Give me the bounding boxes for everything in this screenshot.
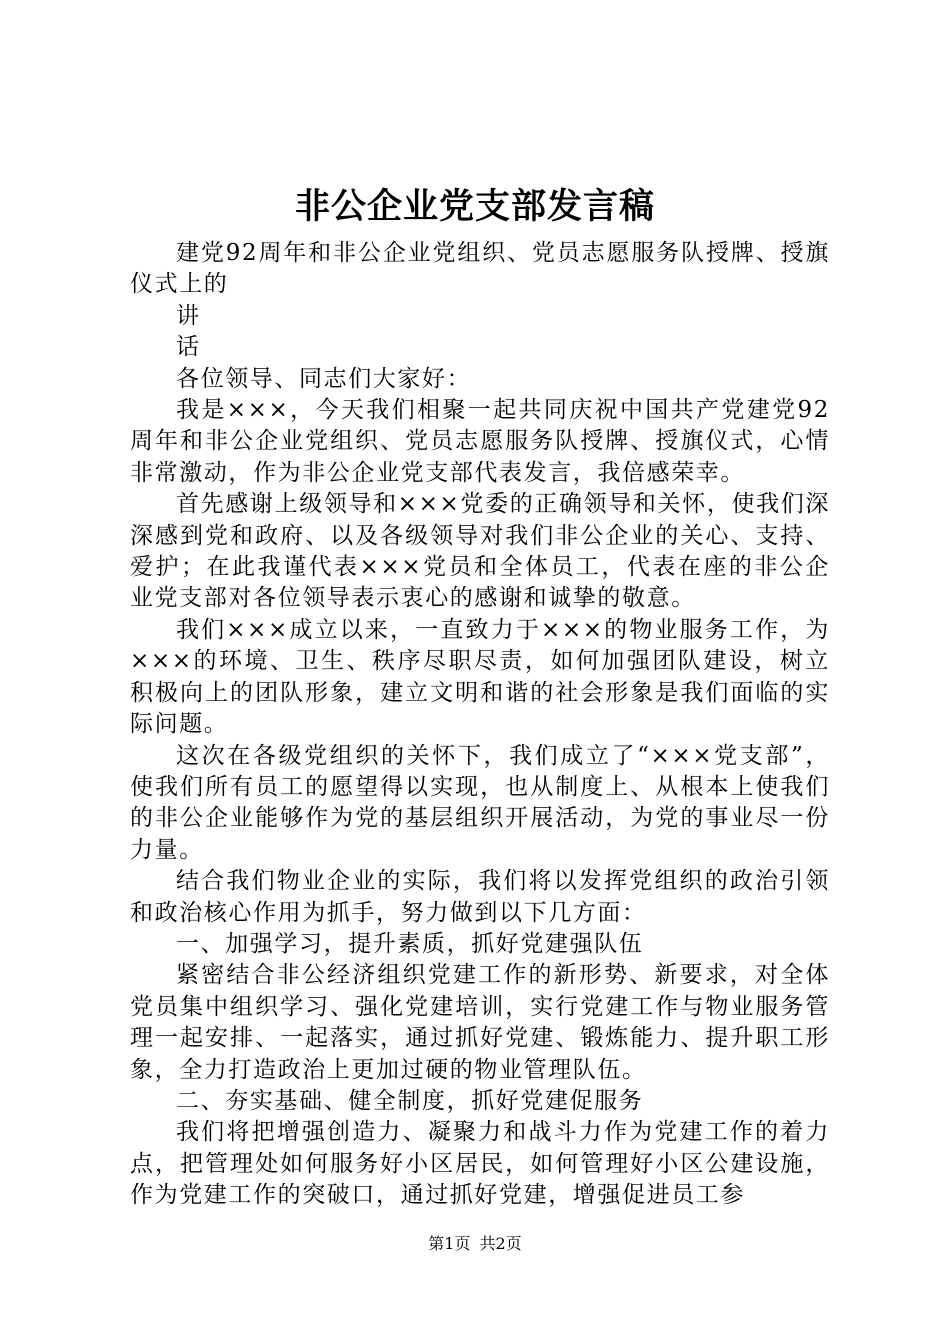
- paragraph-commitment: 结合我们物业企业的实际，我们将以发挥党组织的政治引领和政治核心作用为抓手，努力做到以下几方面：: [130, 868, 830, 926]
- paragraph-thanks: 首先感谢上级领导和×××党委的正确领导和关怀，使我们深深感到党和政府、以及各级领导对我们非公企业的关心、支持、爱护；在此我谨代表×××党员和全体员工，代表在座的非公企业党支部对各位领导表示衷心的感谢和诚挚的敬意。: [130, 491, 830, 612]
- paragraph-subtitle: 建党92周年和非公企业党组织、党员志愿服务队授牌、授旗仪式上的: [130, 240, 830, 298]
- paragraph-branch-founded: 这次在各级党组织的关怀下，我们成立了“×××党支部”，使我们所有员工的愿望得以实现，也从制度上、从根本上使我们的非公企业能够作为党的基层组织开展活动，为党的事业尽一份力量。: [130, 742, 830, 863]
- document-body: [130, 238, 830, 1212]
- section-heading-2: 二、夯实基础、健全制度，抓好党建促服务: [176, 1087, 644, 1114]
- paragraph-section-2: 我们将把增强创造力、凝聚力和战斗力作为党建工作的着力点，把管理处如何服务好小区居民，如何管理好小区公建设施，作为党建工作的突破口，通过抓好党建，增强促进员工参: [130, 1119, 830, 1209]
- section-heading-1: 一、加强学习，提升素质，抓好党建强队伍: [176, 930, 644, 957]
- page-number: 第1页: [428, 1234, 471, 1253]
- paragraph-background: 我们×××成立以来，一直致力于×××的物业服务工作，为×××的环境、卫生、秩序尽职尽责，如何加强团队建设，树立积极向上的团队形象，建立文明和谐的社会形象是我们面临的实际问题。: [130, 616, 830, 738]
- page-total: 共2页: [479, 1234, 522, 1253]
- page-footer: [0, 1233, 950, 1255]
- paragraph-intro: 我是×××，今天我们相聚一起共同庆祝中国共产党建党92周年和非公企业党组织、党员志愿服务队授牌、授旗仪式，心情非常激动，作为非公企业党支部代表发言，我倍感荣幸。: [130, 397, 830, 486]
- paragraph-jiang: 讲: [176, 302, 201, 329]
- paragraph-greeting: 各位领导、同志们大家好：: [176, 365, 472, 392]
- document-title: 非公企业党支部发言稿: [294, 186, 655, 227]
- paragraph-hua: 话: [176, 334, 201, 361]
- paragraph-section-1: 紧密结合非公经济组织党建工作的新形势、新要求，对全体党员集中组织学习、强化党建培训，实行党建工作与物业服务管理一起安排、一起落实，通过抓好党建、锻炼能力、提升职工形象，全力打造政治上更加过硬的物业管理队伍。: [130, 962, 830, 1083]
